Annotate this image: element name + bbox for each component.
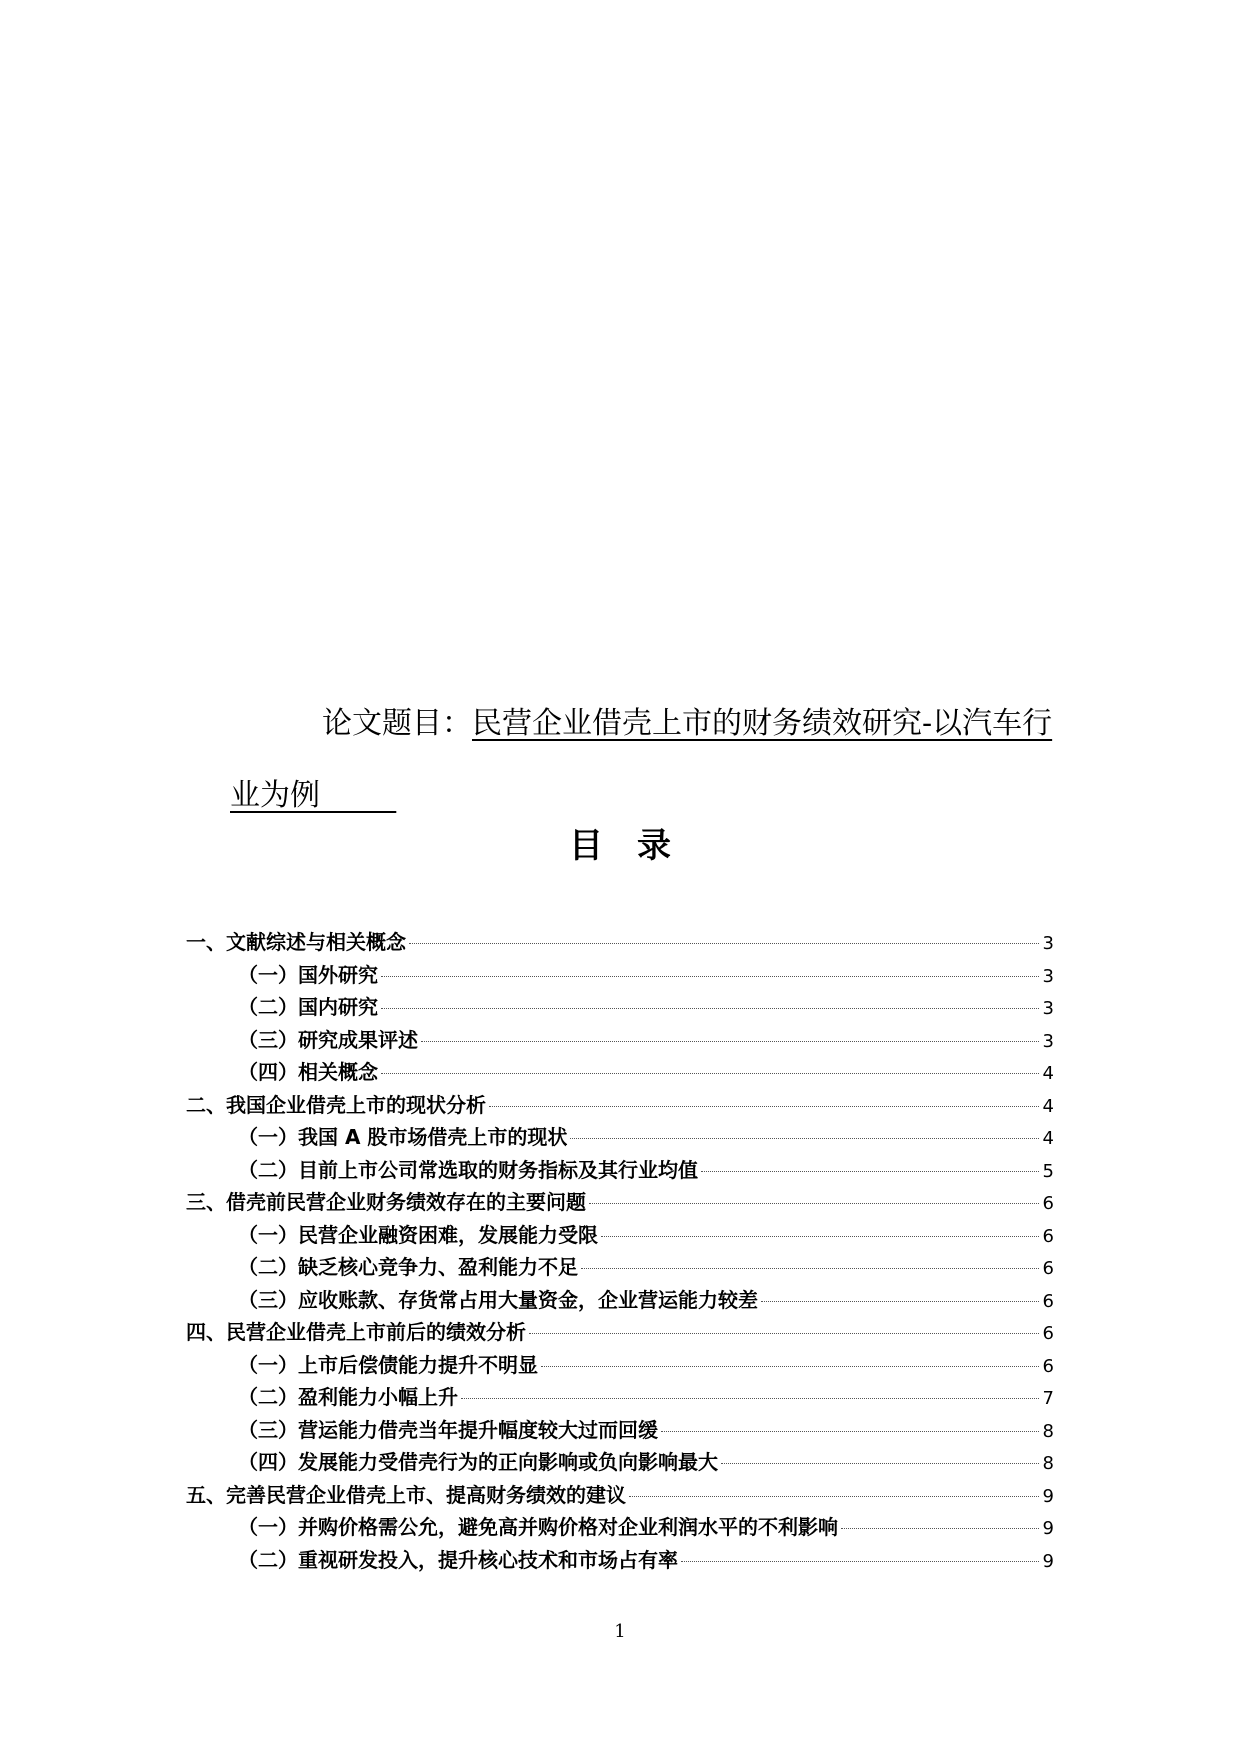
toc-entry-label: （二）缺乏核心竞争力、盈利能力不足 bbox=[238, 1255, 578, 1279]
toc-entry-label: 五、完善民营企业借壳上市、提高财务绩效的建议 bbox=[186, 1482, 626, 1507]
toc-leader-dots bbox=[721, 1463, 1039, 1464]
thesis-title-blank bbox=[320, 778, 396, 813]
toc-entry[interactable] bbox=[186, 1186, 1054, 1219]
toc-entry-page: 4 bbox=[1042, 1128, 1054, 1149]
toc-entry-page: 6 bbox=[1042, 1290, 1054, 1312]
toc-leader-dots bbox=[381, 1008, 1039, 1009]
toc-entry-label: （二）重视研发投入，提升核心技术和市场占有率 bbox=[238, 1547, 678, 1572]
toc-leader-dots bbox=[570, 1138, 1039, 1139]
toc-entry[interactable] bbox=[186, 1121, 1054, 1154]
toc-entry[interactable] bbox=[186, 1154, 1054, 1187]
toc-entry-page: 3 bbox=[1042, 965, 1054, 987]
toc-entry[interactable] bbox=[186, 926, 1054, 959]
toc-entry-label: （一）我国 A 股市场借壳上市的现状 bbox=[238, 1125, 568, 1149]
toc-entry-page: 4 bbox=[1042, 1095, 1054, 1117]
toc-entry-label: 一、文献综述与相关概念 bbox=[186, 930, 406, 954]
toc-entry[interactable] bbox=[186, 1446, 1054, 1479]
toc-entry-label: 二、我国企业借壳上市的现状分析 bbox=[186, 1092, 486, 1117]
toc-entry[interactable] bbox=[186, 1056, 1054, 1089]
toc-entry-page: 6 bbox=[1042, 1193, 1054, 1214]
toc-entry[interactable] bbox=[186, 1089, 1054, 1122]
toc-entry-label: （四）发展能力受借壳行为的正向影响或负向影响最大 bbox=[238, 1450, 718, 1474]
toc-leader-dots bbox=[381, 976, 1039, 977]
toc-entry-label: （四）相关概念 bbox=[238, 1060, 378, 1084]
toc-leader-dots bbox=[629, 1496, 1039, 1497]
page-number: 1 bbox=[614, 1621, 626, 1642]
toc-entry[interactable] bbox=[186, 1381, 1054, 1414]
toc-entry-page: 9 bbox=[1042, 1485, 1054, 1507]
toc-heading-right: 录 bbox=[637, 826, 671, 866]
toc-entry-page: 8 bbox=[1042, 1420, 1054, 1442]
toc-entry-page: 9 bbox=[1042, 1550, 1054, 1572]
toc-heading-left: 目 bbox=[569, 826, 603, 866]
toc-entry-label: （二）盈利能力小幅上升 bbox=[238, 1385, 458, 1409]
toc-heading bbox=[0, 818, 1240, 867]
toc-leader-dots bbox=[701, 1171, 1039, 1172]
toc-entry-label: （三）营运能力借壳当年提升幅度较大过而回缓 bbox=[238, 1417, 658, 1442]
toc-entry-page: 5 bbox=[1042, 1160, 1054, 1182]
toc-leader-dots bbox=[841, 1528, 1039, 1529]
toc-entry[interactable] bbox=[186, 1251, 1054, 1284]
toc-entry-page: 6 bbox=[1042, 1355, 1054, 1377]
toc-entry-label: 四、民营企业借壳上市前后的绩效分析 bbox=[186, 1320, 526, 1344]
table-of-contents bbox=[186, 926, 1054, 1576]
toc-entry-page: 4 bbox=[1042, 1063, 1054, 1084]
toc-entry[interactable] bbox=[186, 1511, 1054, 1544]
toc-entry-label: （二）目前上市公司常选取的财务指标及其行业均值 bbox=[238, 1157, 698, 1182]
thesis-title-text-2: 业为例 bbox=[230, 778, 320, 813]
toc-entry-page: 6 bbox=[1042, 1225, 1054, 1247]
toc-entry-label: （一）国外研究 bbox=[238, 962, 378, 987]
toc-entry-label: （一）并购价格需公允，避免高并购价格对企业利润水平的不利影响 bbox=[238, 1515, 838, 1539]
toc-leader-dots bbox=[589, 1203, 1039, 1204]
toc-entry-page: 9 bbox=[1042, 1518, 1054, 1539]
toc-entry-page: 3 bbox=[1042, 933, 1054, 954]
thesis-title-text-1: 民营企业借壳上市的财务绩效研究-以汽车行 bbox=[472, 706, 1053, 741]
toc-entry[interactable] bbox=[186, 1219, 1054, 1252]
toc-leader-dots bbox=[761, 1301, 1039, 1302]
toc-entry[interactable] bbox=[186, 959, 1054, 992]
toc-leader-dots bbox=[489, 1106, 1039, 1107]
toc-entry-page: 3 bbox=[1042, 998, 1054, 1019]
toc-entry-label: 三、借壳前民营企业财务绩效存在的主要问题 bbox=[186, 1190, 586, 1214]
toc-leader-dots bbox=[661, 1431, 1039, 1432]
thesis-title-prefix: 论文题目： bbox=[322, 706, 472, 741]
toc-leader-dots bbox=[381, 1073, 1039, 1074]
toc-entry-page: 3 bbox=[1042, 1030, 1054, 1052]
toc-entry[interactable] bbox=[186, 1414, 1054, 1447]
toc-entry[interactable] bbox=[186, 1479, 1054, 1512]
toc-entry-label: （二）国内研究 bbox=[238, 995, 378, 1019]
toc-entry[interactable] bbox=[186, 1284, 1054, 1317]
toc-entry-label: （一）上市后偿债能力提升不明显 bbox=[238, 1352, 538, 1377]
toc-entry-page: 6 bbox=[1042, 1258, 1054, 1279]
toc-entry-page: 7 bbox=[1042, 1388, 1054, 1409]
toc-entry-page: 6 bbox=[1042, 1323, 1054, 1344]
toc-leader-dots bbox=[601, 1236, 1039, 1237]
toc-entry[interactable] bbox=[186, 991, 1054, 1024]
toc-entry[interactable] bbox=[186, 1024, 1054, 1057]
toc-leader-dots bbox=[581, 1268, 1039, 1269]
toc-entry[interactable] bbox=[186, 1349, 1054, 1382]
toc-entry[interactable] bbox=[186, 1544, 1054, 1577]
toc-entry[interactable] bbox=[186, 1316, 1054, 1349]
toc-leader-dots bbox=[541, 1366, 1039, 1367]
toc-entry-label: （一）民营企业融资困难，发展能力受限 bbox=[238, 1222, 598, 1247]
toc-leader-dots bbox=[409, 943, 1039, 944]
toc-leader-dots bbox=[421, 1041, 1039, 1042]
toc-leader-dots bbox=[461, 1398, 1039, 1399]
toc-entry-page: 8 bbox=[1042, 1453, 1054, 1474]
thesis-title bbox=[230, 688, 1053, 832]
toc-entry-label: （三）应收账款、存货常占用大量资金，企业营运能力较差 bbox=[238, 1287, 758, 1312]
toc-leader-dots bbox=[681, 1561, 1039, 1562]
toc-leader-dots bbox=[529, 1333, 1039, 1334]
thesis-title-line1 bbox=[230, 688, 1053, 760]
toc-entry-label: （三）研究成果评述 bbox=[238, 1027, 418, 1052]
